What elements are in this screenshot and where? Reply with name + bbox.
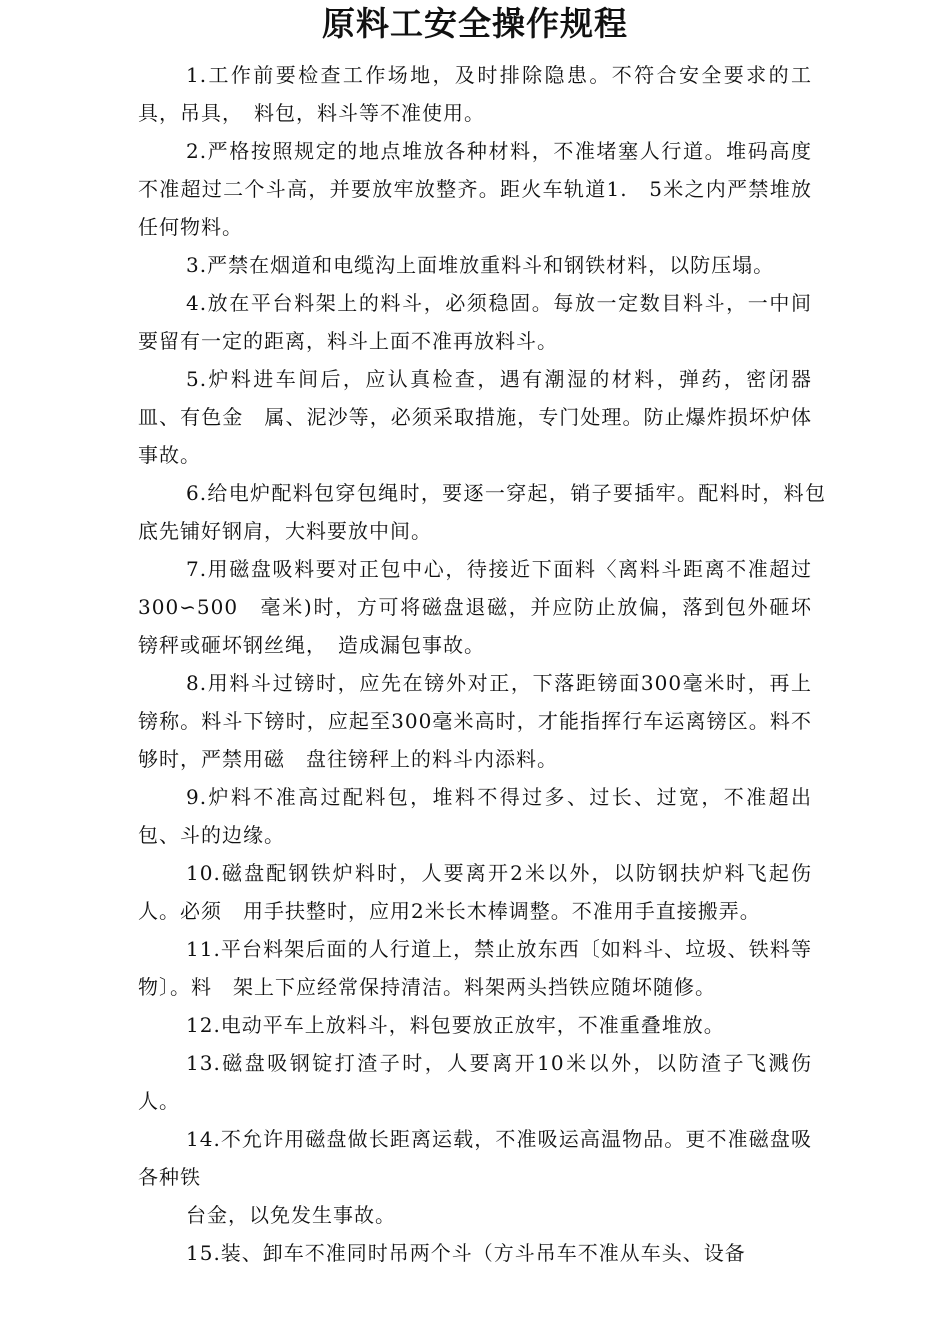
paragraph-14-continued: 台金，以免发生事故。 <box>186 1203 396 1227</box>
paragraph-10: 10.磁盘配钢铁炉料时，人要离开2米以外，以防钢扶炉料飞起伤人。必须 用手扶整时，应用2米长木棒调整。不准用手直接搬弄。 <box>138 861 812 923</box>
paragraph-1: 1.工作前要检查工作场地，及时排除隐患。不符合安全要求的工具，吊具， 料包，料斗等不准使用。 <box>138 63 812 125</box>
paragraph-2: 2.严格按照规定的地点堆放各种材料，不准堵塞人行道。堆码高度不准超过二个斗高，并要放牢放整齐。距火车轨道1. 5米之内严禁堆放任何物料。 <box>138 139 812 239</box>
paragraph-9: 9.炉料不准高过配料包，堆料不得过多、过长、过宽，不准超出包、斗的边缘。 <box>138 785 812 847</box>
document-body <box>138 56 826 1272</box>
paragraph-11: 11.平台料架后面的人行道上，禁止放东西〔如料斗、垃圾、铁料等物〕。料 架上下应经常保持清洁。料架两头挡铁应随坏随修。 <box>138 937 812 999</box>
paragraph-12: 12.电动平车上放料斗，料包要放正放牢，不准重叠堆放。 <box>186 1013 725 1037</box>
paragraph-15: 15.装、卸车不准同时吊两个斗（方斗吊车不准从车头、设备 <box>186 1241 746 1265</box>
document-title: 原料工安全操作规程 <box>322 4 628 43</box>
paragraph-4: 4.放在平台料架上的料斗，必须稳固。每放一定数目料斗，一中间要留有一定的距离，料斗上面不准再放料斗。 <box>138 291 812 353</box>
paragraph-14: 14.不允许用磁盘做长距离运载，不准吸运高温物品。更不准磁盘吸各种铁 <box>138 1127 812 1189</box>
paragraph-8: 8.用料斗过镑时，应先在镑外对正，下落距镑面300毫米时，再上镑称。料斗下镑时，应起至300毫米高时，才能指挥行车运离镑区。料不够时，严禁用磁 盘往镑秤上的料斗内添料。 <box>138 671 812 771</box>
paragraph-6: 6.给电炉配料包穿包绳时，要逐一穿起，销子要插牢。配料时，料包底先铺好钢肩，大料要放中间。 <box>138 481 826 543</box>
paragraph-3: 3.严禁在烟道和电缆沟上面堆放重料斗和钢铁材料，以防压塌。 <box>186 253 775 277</box>
paragraph-7: 7.用磁盘吸料要对正包中心，待接近下面料〈离料斗距离不准超过300∽500 毫米)时，方可将磁盘退磁，并应防止放偏，落到包外砸坏镑秤或砸坏钢丝绳， 造成漏包事故。 <box>138 557 812 657</box>
paragraph-5: 5.炉料进车间后，应认真检查，遇有潮湿的材料，弹药，密闭器皿、有色金 属、泥沙等，必须采取措施，专门处理。防止爆炸损坏炉体事故。 <box>138 367 812 467</box>
paragraph-13: 13.磁盘吸钢锭打渣子时，人要离开10米以外，以防渣子飞溅伤人。 <box>138 1051 812 1113</box>
